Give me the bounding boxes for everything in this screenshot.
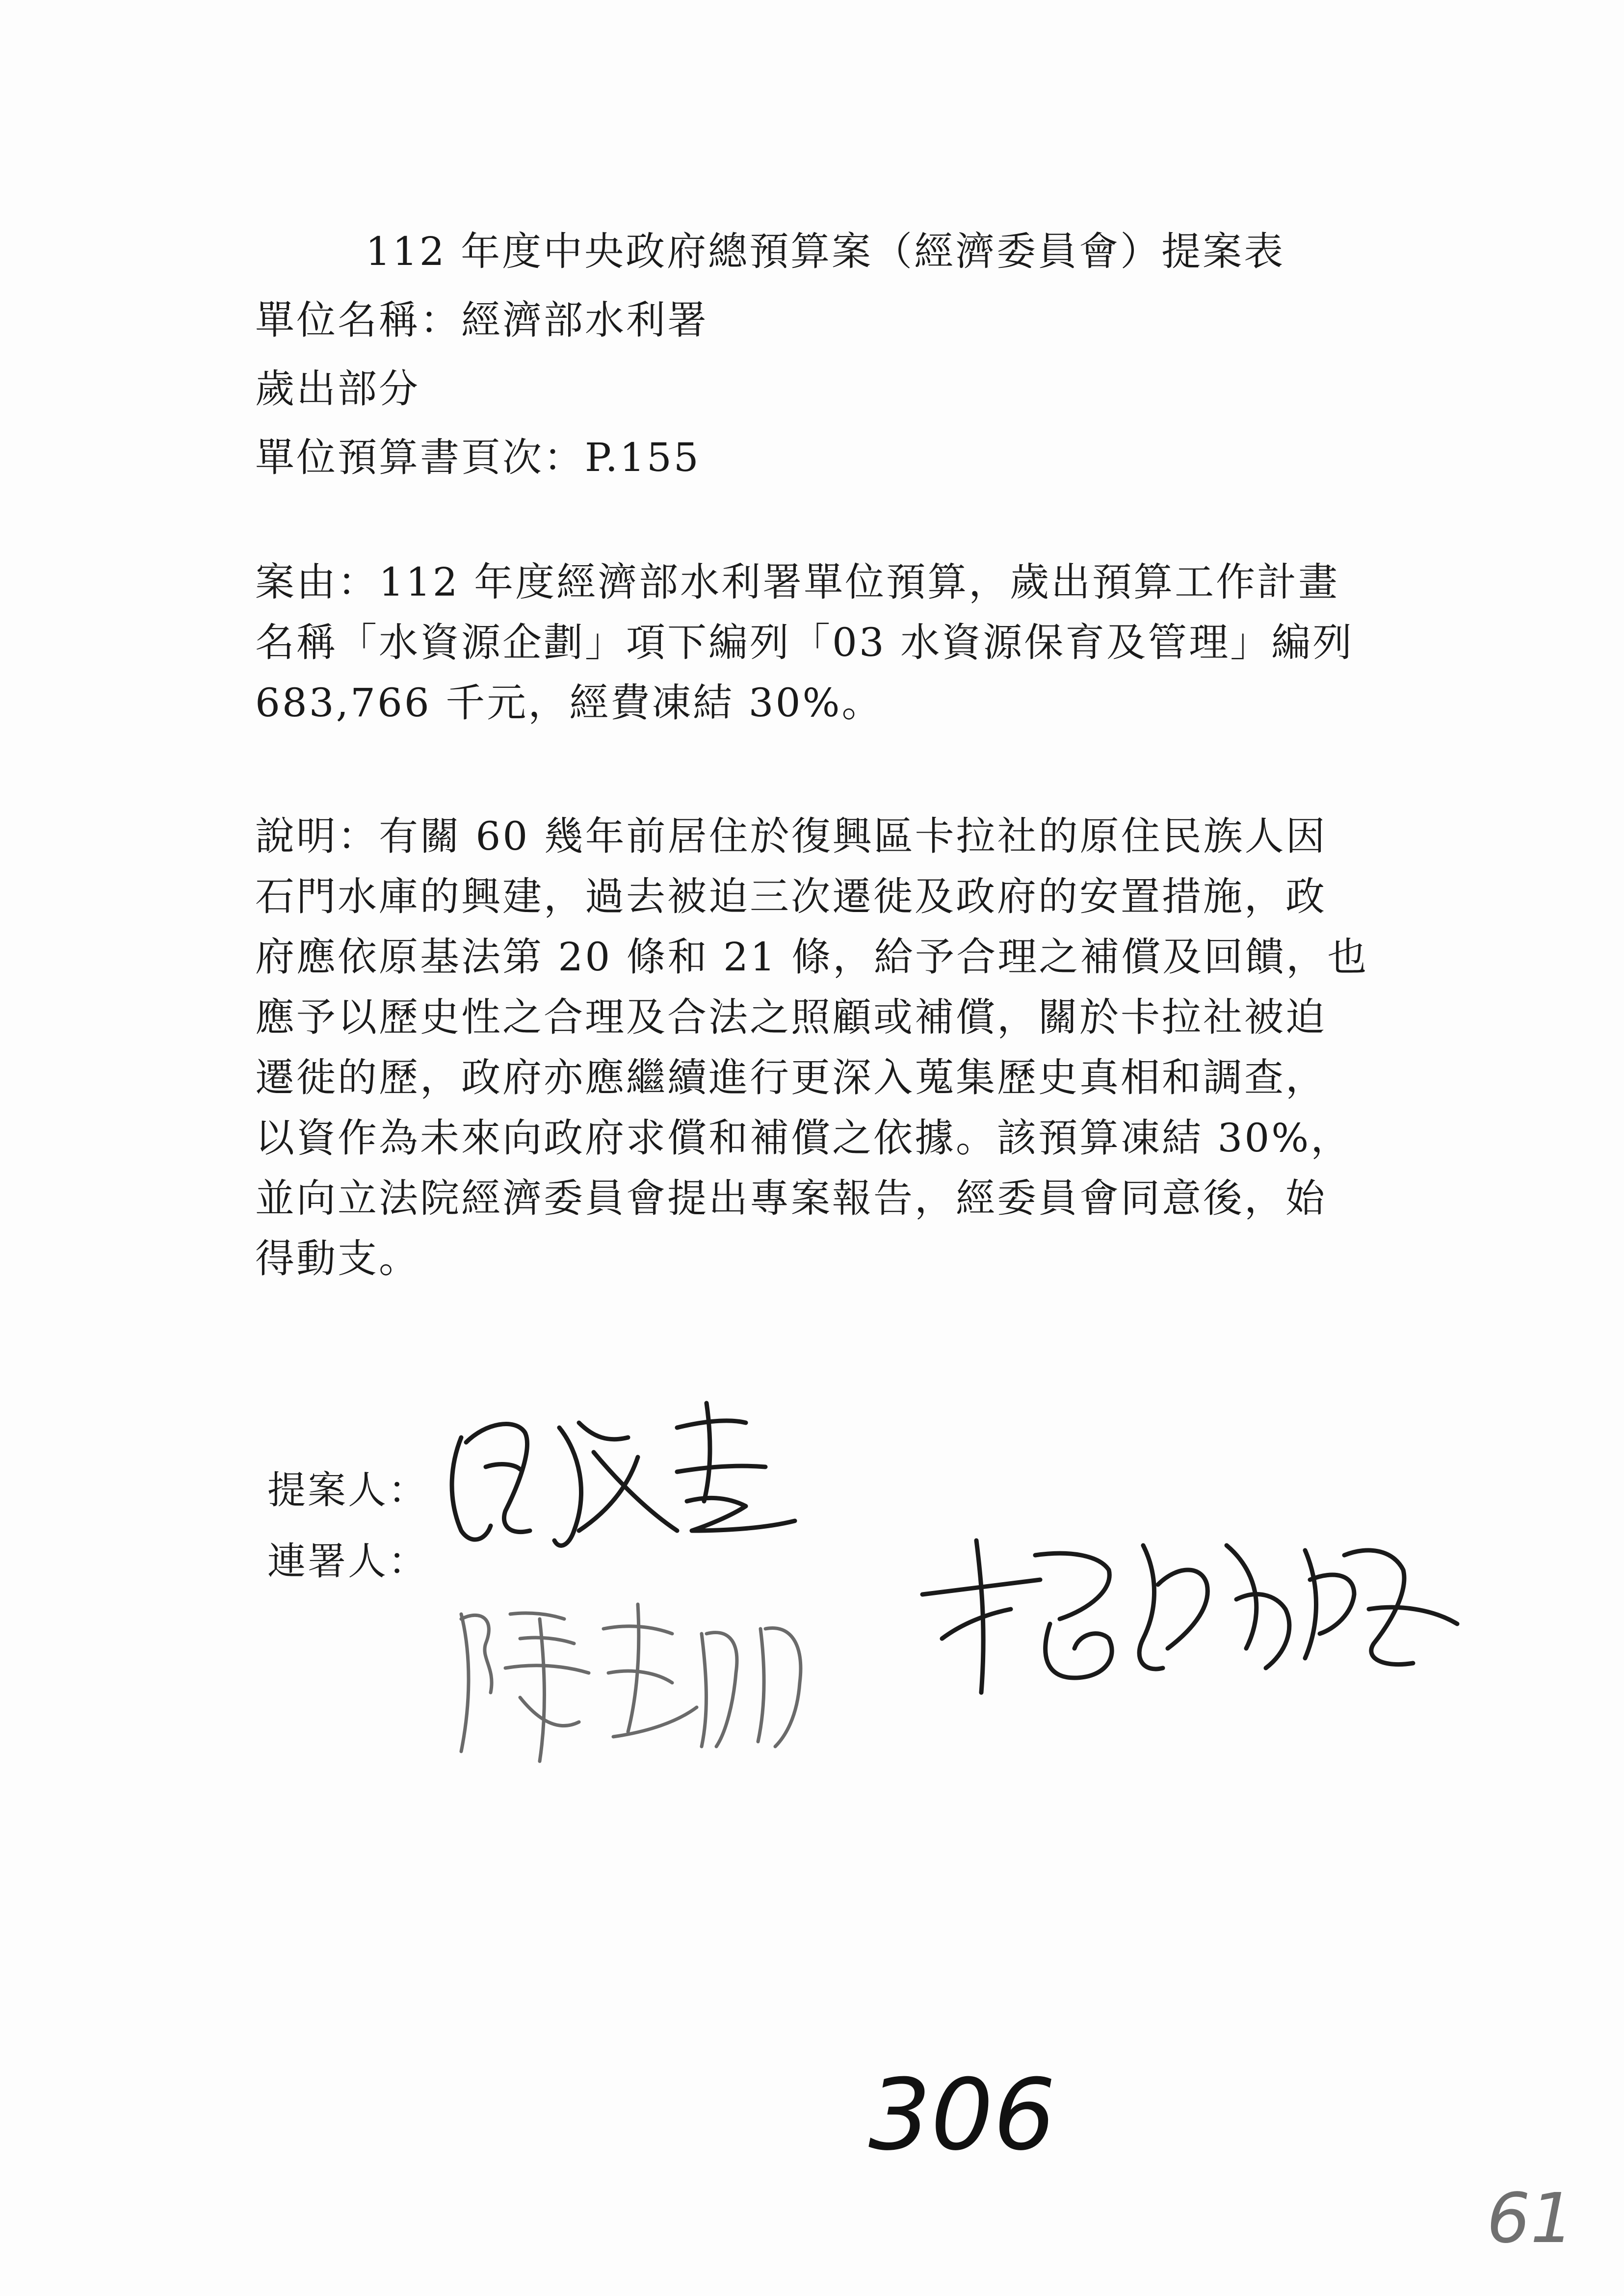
proposer-label: 提案人： [267,1468,429,1513]
proposer-signature [432,1383,824,1570]
cosigner-signature-2 [913,1511,1501,1707]
unit-name-line: 單位名稱：經濟部水利署 [255,297,708,343]
reason-line: 案由：112 年度經濟部水利署單位預算，歲出預算工作計畫 [255,559,1340,605]
explanation-line: 遷徙的歷，政府亦應繼續進行更深入蒐集歷史真相和調查， [255,1055,1327,1100]
section-line: 歲出部分 [255,366,420,412]
explanation-line: 以資作為未來向政府求償和補償之依據。該預算凍結 30%， [255,1115,1352,1161]
page-number-side-text: 61 [1487,2179,1574,2259]
explanation-paragraph [255,806,1433,1289]
page-reference-line: 單位預算書頁次：P.155 [255,435,701,480]
side-page-number [1487,2173,1595,2262]
cosigner-label: 連署人： [267,1539,429,1584]
reason-line: 名稱「水資源企劃」項下編列「03 水資源保育及管理」編列 [255,620,1354,665]
handwritten-page-number [868,2051,1056,2172]
document-title: 112 年度中央政府總預算案（經濟委員會）提案表 [366,229,1285,274]
page-number-main-text: 306 [868,2058,1056,2172]
explanation-line: 應予以歷史性之合理及合法之照顧或補償，關於卡拉社被迫 [255,994,1327,1040]
explanation-line: 得動支。 [255,1236,420,1281]
explanation-line: 石門水庫的興建，過去被迫三次遷徙及政府的安置措施，政 [255,874,1327,919]
reason-paragraph [255,552,1433,733]
explanation-line: 府應依原基法第 20 條和 21 條，給予合理之補償及回饋，也 [255,934,1369,980]
reason-line: 683,766 千元，經費凍結 30%。 [255,680,883,726]
explanation-line: 並向立法院經濟委員會提出專案報告，經委員會同意後，始 [255,1175,1327,1221]
explanation-line: 說明：有關 60 幾年前居住於復興區卡拉社的原住民族人因 [255,813,1327,859]
cosigner-signature-1 [442,1575,834,1771]
